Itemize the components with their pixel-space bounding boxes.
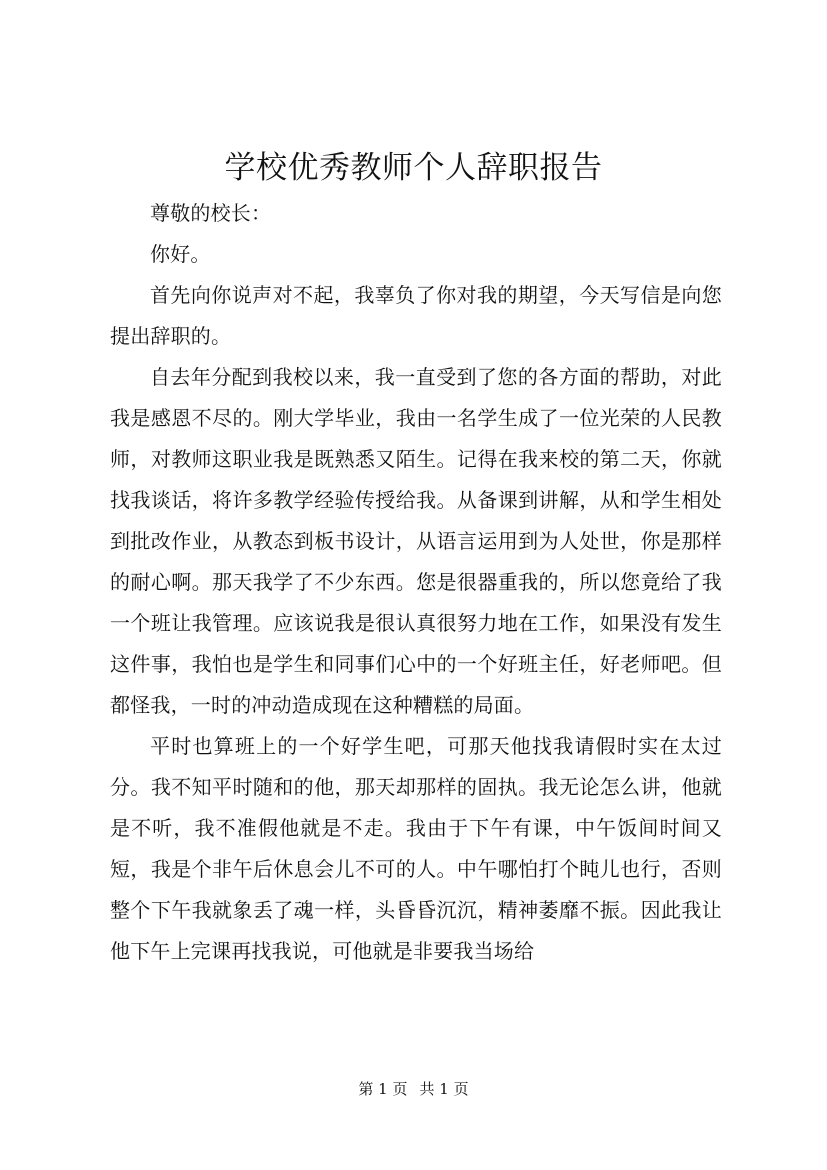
- paragraph: 平时也算班上的一个好学生吧，可那天他找我请假时实在太过分。我不知平时随和的他，那天却那样的固执。我无论怎么讲，他就是不听，我不准假他就是不走。我由于下午有课，中午饭间时间又短，我是个非午后休息会儿不可的人。中午哪怕打个盹儿也行，否则整个下午我就象丢了魂一样，头昏昏沉沉，精神萎靡不振。因此我让他下午上完课再找我说，可他就是非要我当场给: [110, 734, 722, 963]
- salutation: 尊敬的校长：: [150, 201, 272, 225]
- greeting: 你好。: [150, 242, 211, 266]
- paragraph: 自去年分配到我校以来，我一直受到了您的各方面的帮助，对此我是感恩不尽的。刚大学毕业，我由一名学生成了一位光荣的人民教师，对教师这职业我是既熟悉又陌生。记得在我来校的第二天，你就找我谈话，将许多教学经验传授给我。从备课到讲解，从和学生相处到批改作业，从教态到板书设计，从语言运用到为人处世，你是那样的耐心啊。那天我学了不少东西。您是很器重我的，所以您竟给了我一个班让我管理。应该说我是很认真很努力地在工作，如果没有发生这件事，我怕也是学生和同事们心中的一个好班主任，好老师吧。但都怪我，一时的冲动造成现在这种糟糕的局面。: [110, 365, 722, 717]
- document-body: [110, 193, 722, 972]
- page-total: 共 1 页: [419, 1080, 469, 1098]
- document-title: 学校优秀教师个人辞职报告: [224, 150, 603, 186]
- paragraph: 首先向你说声对不起，我辜负了你对我的期望，今天写信是向您提出辞职的。: [110, 283, 722, 348]
- page-number: 第 1 页: [358, 1080, 408, 1098]
- page-footer: [0, 1079, 827, 1099]
